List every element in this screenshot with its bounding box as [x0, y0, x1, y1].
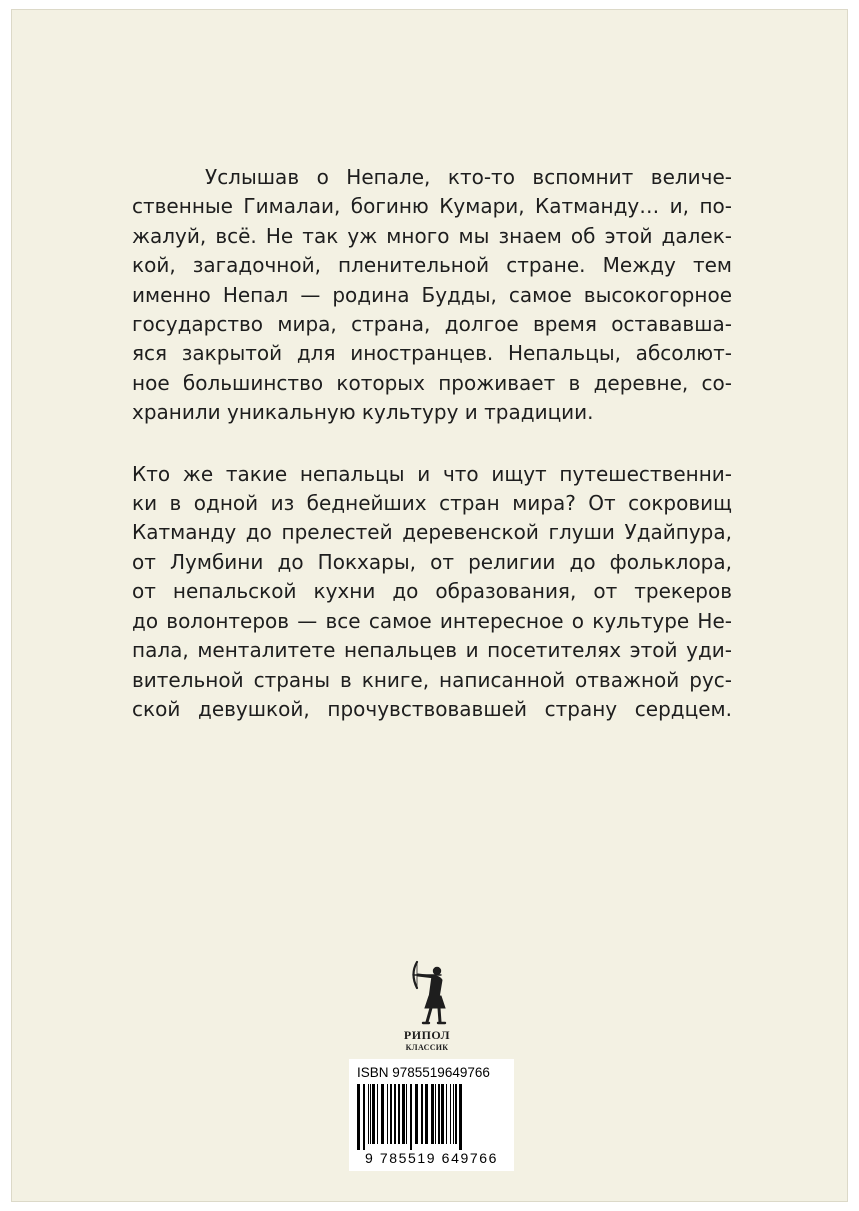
text-line: ки в одной из беднейших стран мира? От сокровищ	[132, 491, 732, 516]
barcode-bar	[377, 1084, 378, 1144]
text-line: ственные Гималаи, богиню Кумари, Катманду… и, по-	[132, 194, 732, 219]
text-line: Катманду до прелестей деревенской глуши Удайпура,	[132, 520, 732, 545]
barcode-bar	[402, 1084, 405, 1144]
text-line: от непальской кухни до образования, от трекеров	[132, 579, 732, 604]
barcode-bar	[372, 1084, 375, 1144]
text-line: Услышав о Непале, кто-то вспомнит величе-	[205, 165, 732, 189]
barcode-bar	[425, 1084, 428, 1144]
barcode-bar	[415, 1084, 418, 1144]
isbn-label: ISBN 9785519649766	[357, 1065, 490, 1080]
text-line: хранили уникальную культуру и традиции.	[132, 400, 594, 425]
text-line: яся закрытой для иностранцев. Непальцы, абсолют-	[132, 341, 732, 366]
text-line: жалуй, всё. Не так уж много мы знаем об этой далек-	[132, 223, 732, 248]
barcode-bar	[390, 1084, 392, 1144]
barcode-bar	[394, 1084, 396, 1144]
text-line: ской девушкой, прочувствовавшей страну сердцем.	[132, 696, 732, 721]
barcode-bar	[410, 1084, 412, 1150]
barcode-bar	[450, 1084, 451, 1144]
barcode-bar	[459, 1084, 462, 1150]
paragraph-2	[132, 460, 732, 725]
publisher-logo	[377, 958, 477, 1058]
text-line: до волонтеров — все самое интересное о культуре Не-	[132, 608, 732, 633]
barcode-bar	[435, 1084, 436, 1144]
barcode-bar	[387, 1084, 388, 1144]
text-line: государство мира, страна, долгое время остававша-	[132, 312, 732, 337]
text-line: ное большинство которых проживает в деревне, со-	[132, 370, 732, 395]
isbn-barcode	[349, 1059, 514, 1171]
barcode-bar	[455, 1084, 457, 1144]
archer-icon	[377, 958, 477, 1028]
back-cover	[11, 9, 848, 1202]
barcode-bar	[370, 1084, 371, 1144]
barcode-bar	[431, 1084, 434, 1144]
barcode-bar	[446, 1084, 447, 1144]
barcode-bar	[441, 1084, 444, 1144]
barcode-bar	[453, 1084, 454, 1144]
text-line: от Лумбини до Покхары, от религии до фольклора,	[132, 549, 732, 574]
barcode-bar	[357, 1084, 360, 1150]
paragraph-1	[132, 163, 732, 428]
barcode-bar	[421, 1084, 423, 1144]
text-line: кой, загадочной, пленительной стране. Между тем	[132, 253, 732, 278]
blurb-text	[132, 163, 732, 724]
publisher-name: РИПОЛ	[403, 1028, 451, 1042]
barcode-bar	[368, 1084, 369, 1144]
publisher-subtitle: КЛАССИК	[405, 1043, 449, 1052]
barcode-bar	[406, 1084, 407, 1144]
isbn-digits: 9 785519 649766	[365, 1150, 498, 1166]
text-line: вительной страны в книге, написанной отважной рус-	[132, 667, 732, 692]
barcode-bar	[363, 1084, 365, 1150]
barcode-bar	[398, 1084, 400, 1144]
text-line: Кто же такие непальцы и что ищут путешественни-	[132, 461, 732, 486]
barcode-bars	[355, 1084, 508, 1150]
barcode-bar	[438, 1084, 440, 1144]
text-line: именно Непал — родина Будды, самое высокогорное	[132, 282, 732, 307]
text-line: пала, менталитете непальцев и посетителях этой уди-	[132, 638, 732, 663]
paragraph-spacer	[132, 428, 732, 460]
barcode-bar	[381, 1084, 384, 1144]
